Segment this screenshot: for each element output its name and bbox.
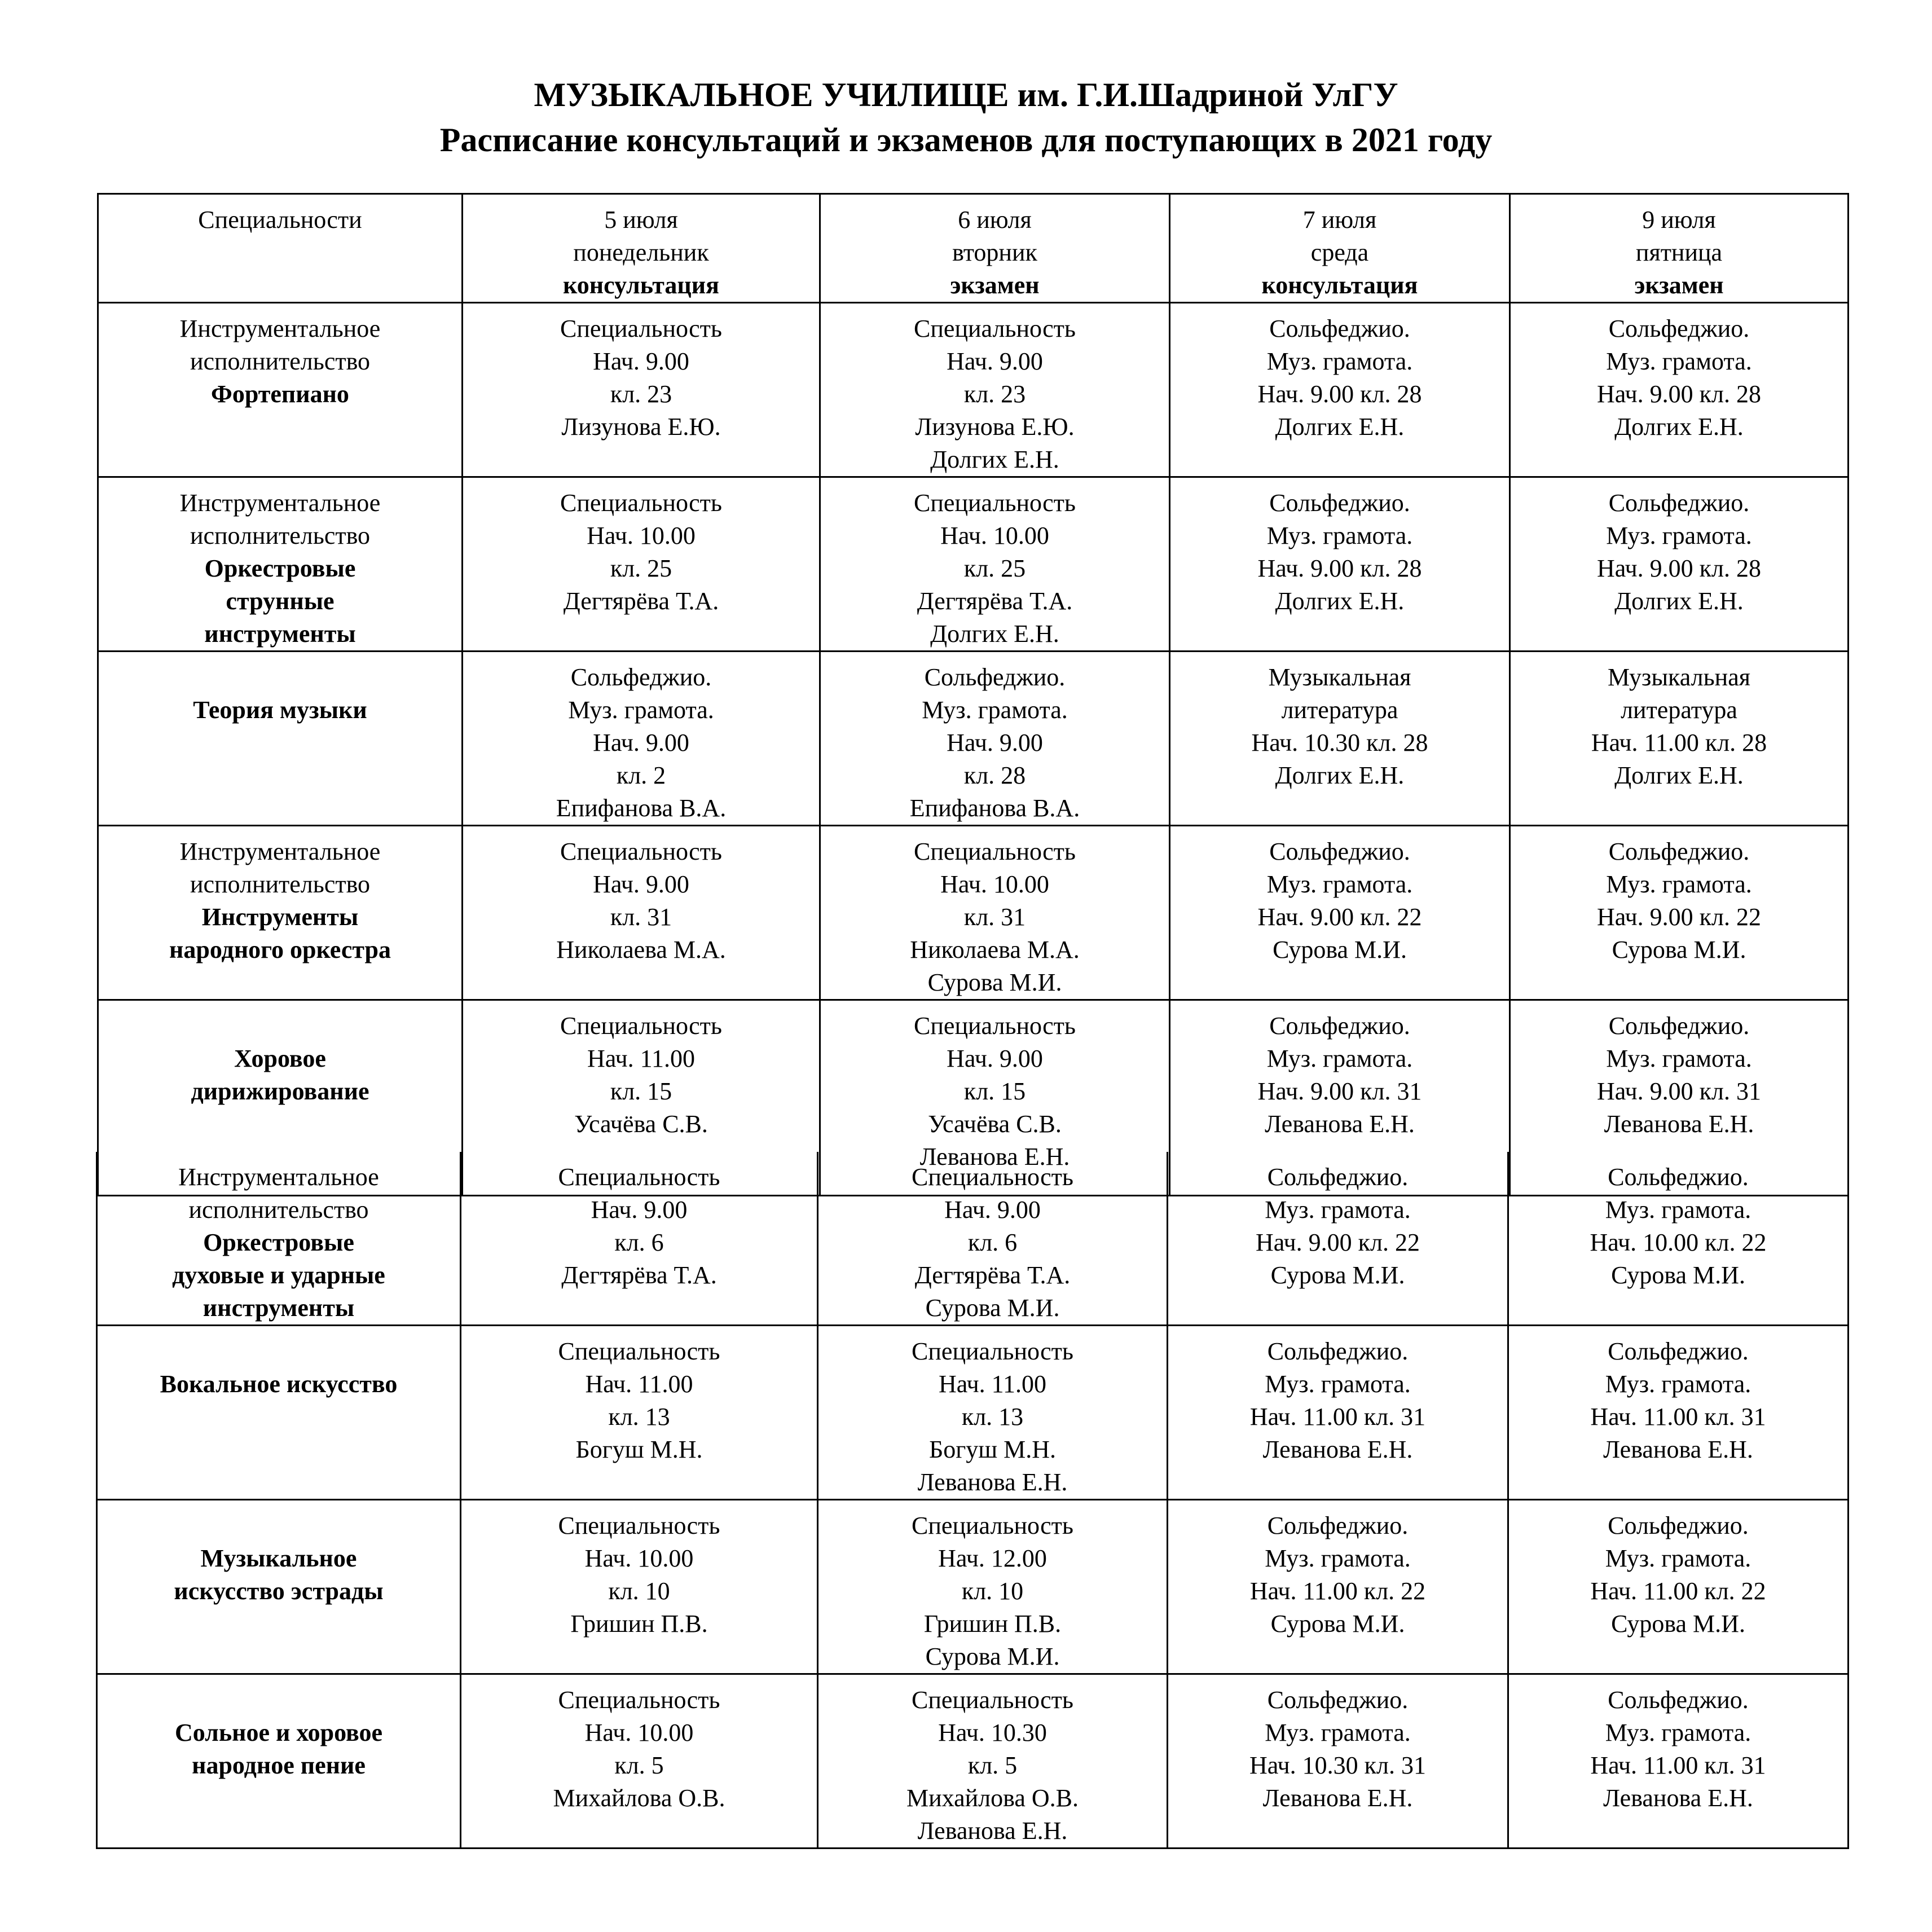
cell-line: Богуш М.Н. (575, 1436, 703, 1463)
header-day (463, 194, 820, 303)
cell-line: кл. 6 (614, 1229, 664, 1256)
header-day (1510, 194, 1849, 303)
cell-line: Муз. грамота. (1266, 870, 1413, 898)
cell-line: Нач. 9.00 (947, 347, 1043, 375)
cell-line: Леванова Е.Н. (1604, 1110, 1754, 1138)
cell-line: Леванова Е.Н. (917, 1817, 1068, 1845)
cell-line: Нач. 9.00 кл. 31 (1257, 1077, 1422, 1105)
cell-line: Сольфеджио. (1608, 1012, 1750, 1040)
cell-line: Долгих Е.Н. (1614, 413, 1744, 441)
cell-line: консультация (563, 271, 719, 299)
schedule-row (97, 1326, 1849, 1500)
cell-line: Усачёва С.В. (928, 1110, 1062, 1138)
cell-line: Нач. 9.00 кл. 22 (1255, 1229, 1420, 1256)
schedule-cell (463, 652, 820, 826)
cell-line: кл. 25 (610, 554, 672, 582)
cell-line: Нач. 11.00 (585, 1370, 693, 1398)
cell-line: кл. 13 (608, 1403, 670, 1431)
schedule-cell (461, 1152, 818, 1326)
cell-line: Инструменты (201, 903, 359, 931)
cell-line: Муз. грамота. (1265, 1544, 1411, 1572)
schedule-cell (1168, 1326, 1508, 1500)
cell-line: кл. 13 (961, 1403, 1024, 1431)
cell-line: Инструментальное (179, 489, 381, 517)
cell-line: Сольфеджио. (1269, 489, 1410, 517)
cell-line: Леванова Е.Н. (917, 1468, 1068, 1496)
cell-line: Нач. 9.00 (593, 870, 689, 898)
cell-line: понедельник (573, 239, 709, 266)
cell-line: Сольфеджио. (1608, 1686, 1749, 1714)
cell-line: Муз. грамота. (922, 696, 1068, 724)
cell-line: инструменты (204, 620, 356, 648)
cell-line: Сольфеджио. (1267, 1337, 1409, 1365)
cell-line: Михайлова О.В. (553, 1784, 725, 1812)
cell-line: Сурова М.И. (925, 1294, 1060, 1322)
cell-line: Сольфеджио. (570, 663, 712, 691)
cell-line: среда (1310, 239, 1369, 266)
cell-line: Николаева М.А. (910, 936, 1080, 963)
cell-line: Специальность (560, 315, 722, 342)
schedule-cell (818, 1152, 1168, 1326)
cell-line: Гришин П.В. (570, 1610, 708, 1638)
cell-line: Нач. 9.00 кл. 22 (1257, 903, 1422, 931)
cell-line: кл. 23 (963, 380, 1026, 408)
cell-line: кл. 5 (967, 1751, 1018, 1779)
cell-line: Епифанова В.А. (556, 794, 727, 822)
cell-line: Фортепиано (211, 380, 349, 408)
cell-line: кл. 31 (610, 903, 672, 931)
cell-line: Нач. 11.00 кл. 31 (1590, 1403, 1766, 1431)
cell-line: Нач. 9.00 (947, 1045, 1043, 1072)
cell-line: Долгих Е.Н. (930, 446, 1059, 473)
cell-line: литература (1281, 696, 1398, 724)
cell-line: Нач. 9.00 кл. 22 (1596, 903, 1761, 931)
cell-line: 5 июля (604, 206, 678, 234)
schedule-cell (463, 826, 820, 1000)
cell-line: кл. 25 (963, 554, 1026, 582)
cell-line: Сольфеджио. (1608, 1337, 1749, 1365)
cell-line: Специальность (912, 1686, 1073, 1714)
cell-line: Муз. грамота. (1606, 522, 1752, 549)
cell-line: Сурова М.И. (1270, 1610, 1405, 1638)
schedule-cell (1508, 1674, 1849, 1849)
specialty-cell (98, 477, 463, 652)
spacer (100, 1509, 457, 1542)
cell-line: Сурова М.И. (1611, 1261, 1745, 1289)
schedule-cell (1170, 826, 1510, 1000)
cell-line: Леванова Е.Н. (1262, 1784, 1413, 1812)
cell-line: Специальность (558, 1163, 720, 1191)
schedule-row (98, 477, 1849, 652)
cell-line: экзамен (950, 271, 1040, 299)
schedule-cell (1170, 477, 1510, 652)
cell-line: Леванова Е.Н. (1262, 1436, 1413, 1463)
cell-line: Специальность (914, 1012, 1076, 1040)
schedule-cell (818, 1674, 1168, 1849)
cell-line: исполнительство (188, 1196, 369, 1224)
cell-line: Нач. 9.00 (944, 1196, 1041, 1224)
cell-line: Муз. грамота. (1266, 522, 1413, 549)
cell-line: Долгих Е.Н. (1275, 587, 1405, 615)
cell-line: Оркестровые (203, 1229, 354, 1256)
schedule-row (98, 652, 1849, 826)
cell-line: Нач. 11.00 кл. 31 (1590, 1751, 1766, 1779)
spacer (101, 1010, 459, 1042)
cell-line: Усачёва С.В. (574, 1110, 708, 1138)
cell-line: Специальность (558, 1512, 720, 1539)
schedule-cell (461, 1674, 818, 1849)
cell-line: Хоровое (234, 1045, 326, 1072)
specialty-cell (98, 303, 463, 477)
schedule-cell (1508, 1152, 1849, 1326)
cell-line: Нач. 9.00 кл. 31 (1596, 1077, 1761, 1105)
cell-line: Сольфеджио. (1267, 1686, 1409, 1714)
schedule-cell (1510, 652, 1849, 826)
cell-line: исполнительство (190, 522, 371, 549)
cell-line: Нач. 11.00 кл. 22 (1249, 1577, 1426, 1605)
header-row (98, 194, 1849, 303)
cell-line: Инструментальное (179, 315, 381, 342)
cell-line: Сольфеджио. (1267, 1163, 1409, 1191)
cell-line: Леванова Е.Н. (919, 1143, 1070, 1170)
schedule-cell (1170, 303, 1510, 477)
cell-line: Специальность (560, 1012, 722, 1040)
cell-line: Сурова М.И. (1273, 936, 1407, 963)
cell-line: пятница (1635, 239, 1723, 266)
cell-line: Нач. 10.00 (584, 1719, 694, 1746)
schedule-table-part-1 (97, 193, 1849, 1196)
schedule-cell (1510, 303, 1849, 477)
cell-line: Нач. 9.00 (593, 729, 689, 756)
specialty-cell (97, 1152, 461, 1326)
header-day (1170, 194, 1510, 303)
cell-line: кл. 6 (967, 1229, 1018, 1256)
cell-line: Оркестровые (204, 554, 356, 582)
schedule-table-part-2 (96, 1152, 1849, 1849)
cell-line: Сольфеджио. (1267, 1512, 1409, 1539)
schedule-cell (818, 1500, 1168, 1674)
cell-line: Сольфеджио. (1608, 489, 1750, 517)
cell-line: Муз. грамота. (1265, 1370, 1411, 1398)
cell-line: Нач. 9.00 (947, 729, 1043, 756)
schedule-row (98, 303, 1849, 477)
schedule-cell (820, 303, 1170, 477)
cell-line: духовые и ударные (172, 1261, 385, 1289)
cell-line: Специальность (560, 838, 722, 865)
cell-line: Богуш М.Н. (928, 1436, 1057, 1463)
cell-line: Нач. 9.00 кл. 28 (1257, 554, 1422, 582)
cell-line: Нач. 9.00 кл. 28 (1257, 380, 1422, 408)
header-specialties (98, 194, 463, 303)
cell-line: Нач. 10.30 кл. 31 (1249, 1751, 1426, 1779)
cell-line: Муз. грамота. (1605, 1196, 1751, 1224)
cell-line: Теория музыки (193, 696, 367, 724)
cell-line: народного оркестра (169, 936, 391, 963)
cell-line: Нач. 10.00 (587, 522, 696, 549)
spacer (101, 661, 459, 694)
specialty-cell (97, 1500, 461, 1674)
cell-line: Сольфеджио. (1269, 315, 1410, 342)
cell-line: Гришин П.В. (923, 1610, 1062, 1638)
cell-line: Инструментальное (179, 838, 381, 865)
cell-line: Музыкальная (1268, 663, 1411, 691)
cell-line: Специальность (914, 838, 1076, 865)
cell-line: Вокальное искусство (160, 1370, 398, 1398)
cell-line: народное пение (192, 1751, 366, 1779)
cell-line: Муз. грамота. (1606, 870, 1752, 898)
cell-line: 9 июля (1642, 206, 1716, 234)
cell-line: Муз. грамота. (1605, 1544, 1751, 1572)
cell-line: Специальность (914, 489, 1076, 517)
cell-line: Долгих Е.Н. (930, 620, 1059, 648)
cell-line: Специальность (912, 1337, 1073, 1365)
cell-line: Сольфеджио. (1608, 315, 1750, 342)
cell-line: Нач. 10.00 кл. 22 (1590, 1229, 1767, 1256)
specialty-cell (98, 826, 463, 1000)
cell-line: Нач. 10.00 (940, 870, 1049, 898)
cell-line: кл. 2 (616, 762, 666, 789)
header-day (820, 194, 1170, 303)
cell-line: Музыкальная (1608, 663, 1750, 691)
cell-line: Нач. 10.30 (938, 1719, 1047, 1746)
cell-line: Нач. 11.00 (938, 1370, 1047, 1398)
cell-line: Долгих Е.Н. (1275, 762, 1405, 789)
cell-line: кл. 10 (608, 1577, 670, 1605)
cell-line: кл. 15 (610, 1077, 672, 1105)
cell-line: Леванова Е.Н. (1265, 1110, 1415, 1138)
cell-line: Муз. грамота. (1606, 347, 1752, 375)
cell-line: Специальность (912, 1163, 1073, 1191)
cell-line: Нач. 9.00 (593, 347, 689, 375)
cell-line: 6 июля (958, 206, 1032, 234)
cell-line: Леванова Е.Н. (1603, 1784, 1753, 1812)
cell-line: Нач. 11.00 (587, 1045, 696, 1072)
cell-line: кл. 31 (963, 903, 1026, 931)
document-title (0, 72, 1932, 162)
cell-line: Сурова М.И. (1611, 1610, 1745, 1638)
cell-line: Муз. грамота. (568, 696, 714, 724)
schedule-cell (1508, 1500, 1849, 1674)
cell-line: Инструментальное (178, 1163, 379, 1191)
cell-line: Нач. 9.00 (591, 1196, 688, 1224)
cell-line: Нач. 9.00 кл. 28 (1596, 554, 1761, 582)
cell-line: исполнительство (190, 347, 371, 375)
cell-line: Нач. 11.00 кл. 22 (1590, 1577, 1766, 1605)
cell-line: струнные (226, 587, 335, 615)
cell-line: Дегтярёва Т.А. (561, 1261, 717, 1289)
cell-line: кл. 10 (961, 1577, 1024, 1605)
cell-line: кл. 23 (610, 380, 672, 408)
cell-line: Сольфеджио. (1269, 1012, 1410, 1040)
cell-line: Николаева М.А. (556, 936, 726, 963)
cell-line: Сольное и хоровое (174, 1719, 383, 1746)
title-line-2: Расписание консультаций и экзаменов для поступающих в 2021 году (439, 121, 1493, 159)
schedule-cell (820, 477, 1170, 652)
cell-line: Долгих Е.Н. (1275, 413, 1405, 441)
schedule-cell (1510, 477, 1849, 652)
cell-line: Нач. 11.00 кл. 28 (1591, 729, 1767, 756)
cell-line: Сурова М.И. (1270, 1261, 1405, 1289)
schedule-cell (1508, 1326, 1849, 1500)
cell-line: Муз. грамота. (1605, 1370, 1751, 1398)
schedule-cell (1170, 652, 1510, 826)
cell-line: Музыкальное (200, 1544, 357, 1572)
title-line-1: МУЗЫКАЛЬНОЕ УЧИЛИЩЕ им. Г.И.Шадриной УлГУ (534, 76, 1398, 113)
cell-line: Епифанова В.А. (909, 794, 1080, 822)
schedule-cell (818, 1326, 1168, 1500)
cell-line: Сольфеджио. (1608, 1512, 1749, 1539)
cell-line: Муз. грамота. (1266, 1045, 1413, 1072)
cell-line: Муз. грамота. (1606, 1045, 1752, 1072)
spacer (100, 1335, 457, 1368)
cell-line: инструменты (203, 1294, 355, 1322)
specialty-cell (97, 1674, 461, 1849)
cell-line: вторник (952, 239, 1037, 266)
cell-line: Сурова М.И. (925, 1643, 1060, 1670)
spacer (100, 1684, 457, 1717)
cell-line: 7 июля (1302, 206, 1377, 234)
schedule-cell (1168, 1152, 1508, 1326)
schedule-cell (463, 477, 820, 652)
schedule-cell (1510, 826, 1849, 1000)
cell-line: Специальность (914, 315, 1076, 342)
cell-line: Дегтярёва Т.А. (914, 1261, 1071, 1289)
schedule-row (97, 1500, 1849, 1674)
cell-line: Сольфеджио. (1269, 838, 1410, 865)
cell-line: Нач. 10.30 кл. 28 (1251, 729, 1428, 756)
schedule-row (97, 1152, 1849, 1326)
cell-line: Сольфеджио. (924, 663, 1066, 691)
cell-line: Дегтярёва Т.А. (563, 587, 719, 615)
cell-line: Нач. 10.00 (584, 1544, 694, 1572)
schedule-cell (820, 652, 1170, 826)
cell-line: Лизунова Е.Ю. (915, 413, 1075, 441)
cell-line: Сольфеджио. (1608, 1163, 1749, 1191)
cell-line: Долгих Е.Н. (1614, 587, 1744, 615)
cell-line: литература (1621, 696, 1737, 724)
cell-line: Сурова М.И. (927, 969, 1062, 996)
cell-line: Специальность (558, 1686, 720, 1714)
schedule-cell (461, 1326, 818, 1500)
specialty-cell (98, 652, 463, 826)
cell-line: Нач. 11.00 кл. 31 (1249, 1403, 1426, 1431)
cell-line: кл. 28 (963, 762, 1026, 789)
cell-line: Дегтярёва Т.А. (917, 587, 1073, 615)
cell-line: Нач. 10.00 (940, 522, 1049, 549)
cell-line: кл. 15 (963, 1077, 1026, 1105)
cell-line: Муз. грамота. (1265, 1719, 1411, 1746)
schedule-cell (1168, 1500, 1508, 1674)
cell-line: Лизунова Е.Ю. (561, 413, 721, 441)
cell-line: Нач. 12.00 (938, 1544, 1047, 1572)
cell-line: Леванова Е.Н. (1603, 1436, 1753, 1463)
cell-line: Специальность (560, 489, 722, 517)
cell-line: Муз. грамота. (1266, 347, 1413, 375)
schedule-cell (461, 1500, 818, 1674)
cell-line: Специальность (558, 1337, 720, 1365)
cell-line: Михайлова О.В. (906, 1784, 1079, 1812)
cell-line: Сурова М.И. (1612, 936, 1746, 963)
cell-line: Сольфеджио. (1608, 838, 1750, 865)
cell-line: кл. 5 (614, 1751, 664, 1779)
specialty-cell (97, 1326, 461, 1500)
cell-line: исполнительство (190, 870, 371, 898)
schedule-row (98, 826, 1849, 1000)
cell-line: Муз. грамота. (1605, 1719, 1751, 1746)
cell-line: искусство эстрады (174, 1577, 384, 1605)
cell-line: дирижирование (191, 1077, 369, 1105)
cell-line: Нач. 9.00 кл. 28 (1596, 380, 1761, 408)
cell-line: Муз. грамота. (1265, 1196, 1411, 1224)
cell-line: экзамен (1634, 271, 1724, 299)
cell-line: Долгих Е.Н. (1614, 762, 1744, 789)
schedule-cell (820, 826, 1170, 1000)
cell-line: Специальности (198, 206, 362, 234)
schedule-cell (463, 303, 820, 477)
cell-line: Специальность (912, 1512, 1073, 1539)
schedule-cell (1168, 1674, 1508, 1849)
schedule-row (97, 1674, 1849, 1849)
cell-line: консультация (1261, 271, 1418, 299)
